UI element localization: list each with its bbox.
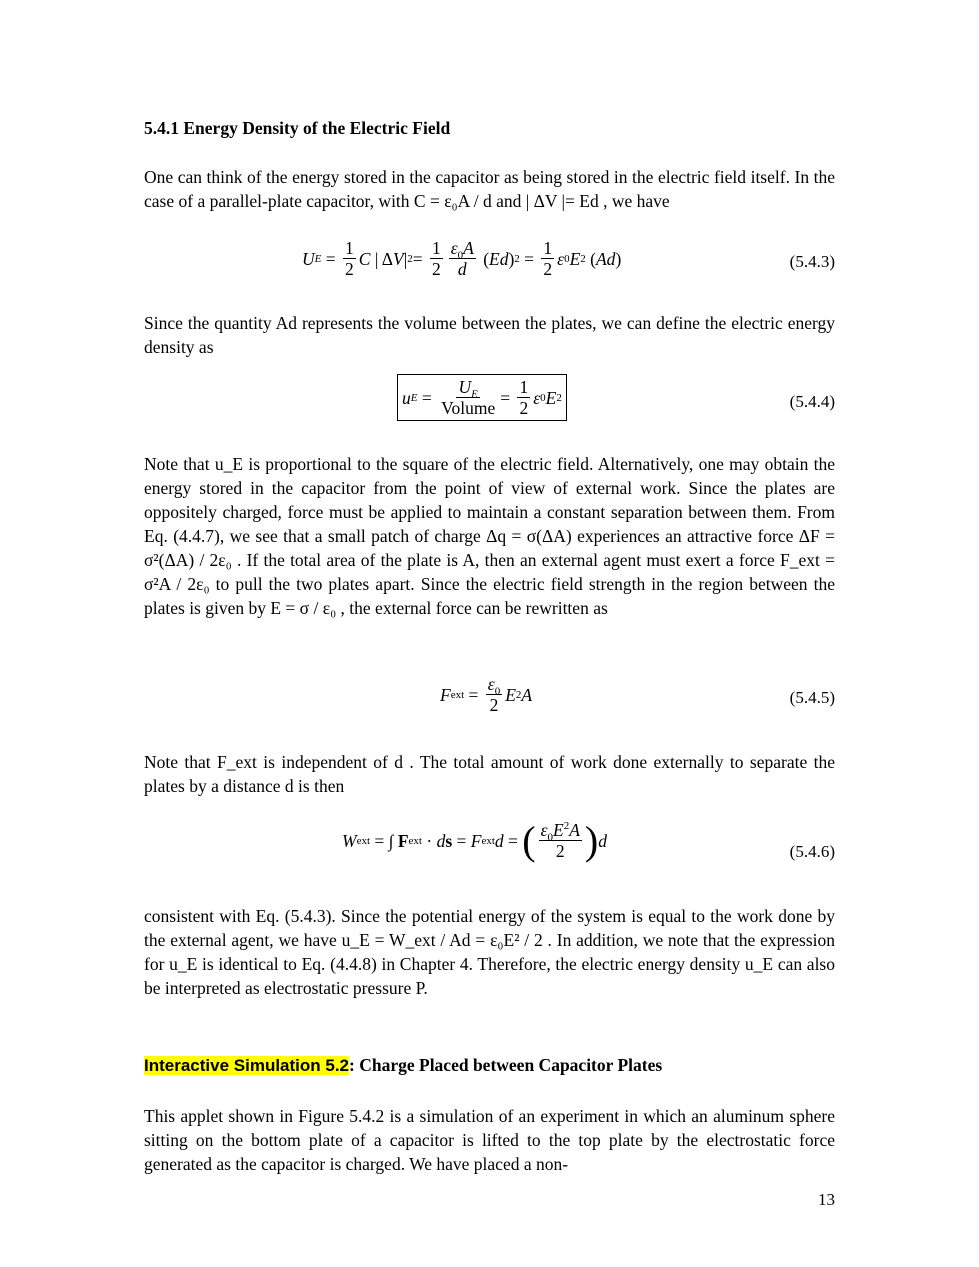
simulation-heading bbox=[144, 1053, 662, 1078]
simulation-title: : Charge Placed between Capacitor Plates bbox=[349, 1055, 663, 1075]
section-title: 5.4.1 Energy Density of the Electric Field bbox=[144, 118, 451, 138]
equation-5-4-5 bbox=[144, 674, 835, 724]
equation-number: (5.4.3) bbox=[789, 252, 835, 271]
equation-number: (5.4.5) bbox=[789, 688, 835, 707]
paragraph-applet: This applet shown in Figure 5.4.2 is a simulation of an experiment in which an aluminum sphere sitting on the bottom plate of a capacitor is lifted to the top plate by the electrostatic force generated as the capacitor is charged. We have placed a non- bbox=[144, 1106, 835, 1174]
volume-label: Volume bbox=[441, 398, 496, 418]
equation-5-4-6 bbox=[144, 817, 835, 870]
paragraph-external-work: Note that u_E is proportional to the square of the electric field. Alternatively, one may obtain the energy stored in the capacitor from the point of view of external work. Since the plates are oppositely charged, force must be applied to maintain a constant separation between them. From Eq. (4.4.7), we see that a small patch of charge Δq = σ(ΔA) experiences an attractive force ΔF = σ²(ΔA) / 2ε₀ . If the total area of the plate is A, then an external agent must exert a force F_ext = σ²A / 2ε₀ to pull the two plates apart. Since the electric field strength in the region between the plates is given by E = σ / ε₀ , the external force can be rewritten as bbox=[144, 454, 835, 618]
equation-number: (5.4.4) bbox=[789, 392, 835, 411]
equation-number: (5.4.6) bbox=[789, 842, 835, 861]
equation-body-boxed: u E = $\frac{U_E}{\text{Volume}}$ = $\frac{1}{2}$ ε 0 E 2 bbox=[397, 374, 567, 421]
equation-5-4-4 bbox=[144, 374, 835, 424]
equation-body: U E = $\frac{1}{2}$ C | Δ V | 2 = $\frac{1}{2}$ $\frac{\varepsilon_0A}{d}$ ( Ed ) 2 = $\frac{1}{2}$ ε 0 E 2 ( Ad ) bbox=[302, 238, 622, 279]
paragraph-work: Note that F_ext is independent of d . The total amount of work done externally to separate the plates by a distance d is then bbox=[144, 752, 835, 796]
page bbox=[144, 0, 835, 1267]
equation-body: F ext = $\frac{\varepsilon_0}{2}$ E 2 A bbox=[440, 674, 533, 715]
paragraph-intro: One can think of the energy stored in the capacitor as being stored in the electric field itself. In the case of a parallel-plate capacitor, with C = ε₀A / d and | ΔV |= Ed , we have bbox=[144, 167, 835, 211]
page-number: 13 bbox=[818, 1190, 835, 1209]
equation-5-4-3 bbox=[144, 238, 835, 288]
equation-body: W ext = ∫ F ext · d s = F ext d = ( $\frac{\varepsilon_0E^2A}{2}$ ) d bbox=[342, 817, 607, 863]
paragraph-consistent: consistent with Eq. (5.4.3). Since the potential energy of the system is equal to the work done by the external agent, we have u_E = W_ext / Ad = ε₀E² / 2 . In addition, we note that the expression for u_E is identical to Eq. (4.4.8) in Chapter 4. Therefore, the electric energy density u_E can also be interpreted as electrostatic pressure P. bbox=[144, 906, 835, 998]
simulation-link[interactable]: Interactive Simulation 5.2 bbox=[144, 1056, 350, 1075]
paragraph-volume: Since the quantity Ad represents the volume between the plates, we can define the electric energy density as bbox=[144, 313, 835, 357]
